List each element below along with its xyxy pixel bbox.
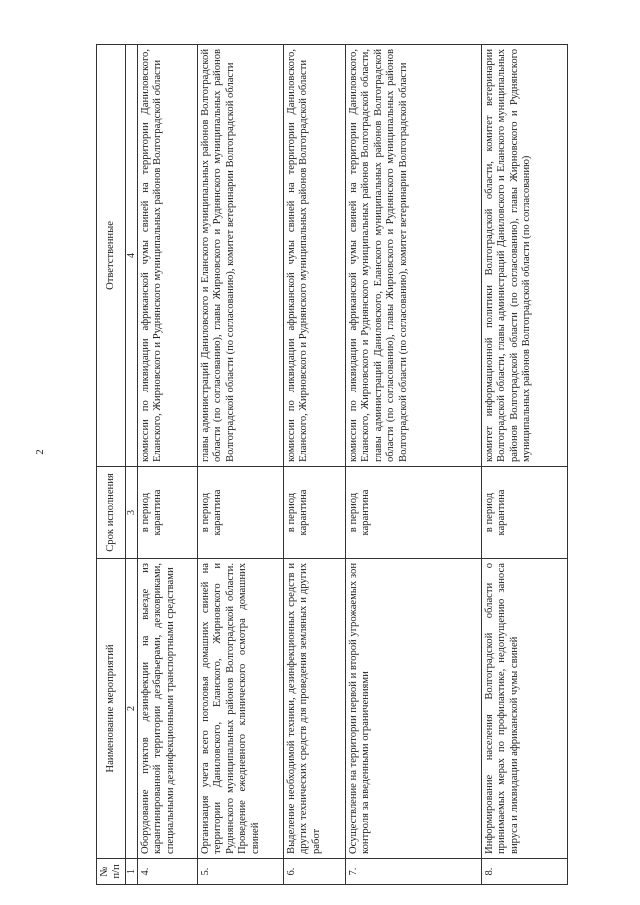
rotated-table-container — [96, 45, 566, 885]
row-number: 8. — [482, 859, 568, 885]
measure-term: в период карантина — [346, 467, 482, 559]
measure-responsible: комитет информационной политики Волгоградской области, комитет ветеринарии Волгоградской области, главы администраций Даниловского и Еланского муниципальных районов Волгоградской области (по согласованию), главы Жирновского и Руднянского муниципальных районов Волгоградской области (по согласованию) — [482, 45, 568, 467]
measure-name: Осуществление на территории первой и второй угрожаемых зон контроля за введенными ограничениями — [346, 559, 482, 859]
page-number: 2 — [34, 449, 46, 455]
table-row — [482, 45, 568, 885]
column-number-row — [126, 45, 138, 885]
column-number: 1 — [126, 859, 138, 885]
measures-table — [96, 44, 568, 885]
measure-responsible: главы администраций Даниловского и Еланского муниципальных районов Волгоградской области (по согласованию), главы Жирновского и Руднянского муниципальных районов Волгоградской области (по согласованию), комитет ветеринарии Волгоградской области — [198, 45, 284, 467]
column-number: 4 — [126, 45, 138, 467]
table-row — [284, 45, 346, 885]
header-responsible: Ответственные — [97, 45, 126, 467]
measure-name: Организация учета всего поголовья домашних свиней на территории Даниловского, Еланского, Жирновского и Руднянского муниципальных районов Волгоградской области. Проведение ежедневного клинического осмотра домашних свиней — [198, 559, 284, 859]
column-number: 3 — [126, 467, 138, 559]
row-number: 6. — [284, 859, 346, 885]
header-no: № п/п — [97, 859, 126, 885]
measure-name: Информирование населения Волгоградской области о принимаемых мерах по профилактике, недопущению заноса вируса и ликвидации африканской чумы свиней — [482, 559, 568, 859]
measure-term: в период карантина — [482, 467, 568, 559]
header-name: Наименование мероприятий — [97, 559, 126, 859]
column-number: 2 — [126, 559, 138, 859]
table-row — [198, 45, 284, 885]
row-number: 7. — [346, 859, 482, 885]
measure-term: в период карантина — [198, 467, 284, 559]
table-header-row — [97, 45, 126, 885]
measure-name: Оборудование пунктов дезинфекции на выезде из карантинированной территории дезбарьерами, дезковриками, специальными дезинфекционными транспортными средствами — [138, 559, 198, 859]
measure-responsible: комиссии по ликвидации африканской чумы свиней на территории Даниловского, Еланского, Жирновского и Руднянского муниципальных районов Волгоградской области, главы администраций Даниловского, Еланского муниципальных районов Волгоградской области (по согласованию), главы Жирновского и Руднянского муниципальных районов Волгоградской области (по согласованию), комитет ветеринарии Волгоградской области — [346, 45, 482, 467]
measure-term: в период карантина — [138, 467, 198, 559]
row-number: 4. — [138, 859, 198, 885]
row-number: 5. — [198, 859, 284, 885]
measure-responsible: комиссии по ликвидации африканской чумы свиней на территории Даниловского, Еланского, Жирновского и Руднянского муниципальных районов Волгоградской области — [138, 45, 198, 467]
measure-term: в период карантина — [284, 467, 346, 559]
table-row — [138, 45, 198, 885]
measure-responsible: комиссии по ликвидации африканской чумы свиней на территории Даниловского, Еланского, Жирновского и Руднянского муниципальных районов Волгоградской области — [284, 45, 346, 467]
measure-name: Выделение необходимой техники, дезинфекционных средств и других технических средств для проведения земляных и других работ — [284, 559, 346, 859]
header-term: Срок исполнения — [97, 467, 126, 559]
table-row — [346, 45, 482, 885]
